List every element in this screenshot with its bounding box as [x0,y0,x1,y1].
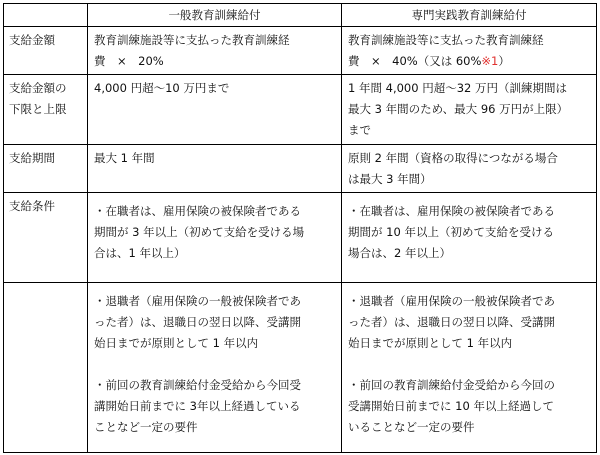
limits-general-line: 4,000 円超～10 万円まで [94,81,230,95]
period-specialized-line: 原則 2 年間（資格の取得につながる場合 [348,151,558,165]
label-limits-line: 下限と上限 [9,102,67,116]
amount-general-line: 教育訓練施設等に支払った教育訓練経 [94,33,290,47]
header-row [4,4,597,27]
conditions2-general-line: ・退職者（雇用保険の一般被保険者であ [94,294,301,308]
header-specialized: 専門実践教育訓練給付 [342,4,597,27]
amount-general-line: 費 × 20% [94,54,164,68]
amount-specialized-close: ） [498,54,510,68]
conditions-specialized-line: 期間が 10 年以上（初めて支給を受ける [348,225,554,239]
benefit-comparison-table [3,3,597,453]
conditions-specialized-line: 場合は、2 年以上） [348,246,451,260]
conditions-general-line: 合は、1 年以上） [94,246,186,260]
header-general: 一般教育訓練給付 [88,4,342,27]
conditions-specialized-line: ・在職者は、雇用保険の被保険者である [348,204,555,218]
row-limits [4,75,597,145]
limits-general [88,75,342,145]
paragraph-gap [348,354,591,375]
conditions-general [88,193,342,283]
header-blank-cell [4,4,88,27]
limits-specialized-line: まで [348,123,371,137]
conditions2-general-line: 講開始日前までに 3年以上経過している [94,399,301,413]
label-conditions: 支給条件 [4,193,88,283]
conditions2-specialized [342,283,597,453]
conditions-general-line: 期間が 3 年以上（初めて支給を受ける場 [94,225,305,239]
conditions2-general-line: ・前回の教育訓練給付金受給から今回受 [94,378,301,392]
label-amount: 支給金額 [4,27,88,75]
conditions2-general [88,283,342,453]
conditions2-general-line: 始日までが原則として 1 年以内 [94,336,259,350]
note-marker: ※1 [481,54,499,68]
period-specialized [342,145,597,193]
conditions2-general-line: った者）は、退職日の翌日以降、受講開 [94,315,301,329]
conditions2-specialized-line: った者）は、退職日の翌日以降、受講開 [348,315,555,329]
amount-specialized-rate: 費 × 40%（又は 60% [348,54,482,68]
period-general [88,145,342,193]
paragraph-gap [94,354,336,375]
row-period [4,145,597,193]
limits-specialized [342,75,597,145]
conditions-general-line: ・在職者は、雇用保険の被保険者である [94,204,301,218]
limits-specialized-line: 最大 3 年間のため、最大 96 万円が上限） [348,102,569,116]
amount-specialized [342,27,597,75]
row-amount [4,27,597,75]
label-conditions-continued-empty [4,283,88,453]
conditions2-specialized-line: ・前回の教育訓練給付金受給から今回の [348,378,555,392]
row-conditions [4,193,597,283]
label-limits [4,75,88,145]
amount-specialized-line [348,51,591,72]
label-period: 支給期間 [4,145,88,193]
conditions2-specialized-line: ・退職者（雇用保険の一般被保険者であ [348,294,555,308]
period-specialized-line: は最大 3 年間） [348,172,432,186]
label-limits-line: 支給金額の [9,81,67,95]
amount-general [88,27,342,75]
row-conditions-continued [4,283,597,453]
conditions2-general-line: ことなど一定の要件 [94,420,198,434]
amount-specialized-line: 教育訓練施設等に支払った教育訓練経 [348,33,544,47]
conditions2-specialized-line: いることなど一定の要件 [348,420,475,434]
period-general-line: 最大 1 年間 [94,151,155,165]
limits-specialized-line: 1 年間 4,000 円超～32 万円（訓練期間は [348,81,567,95]
conditions-specialized [342,193,597,283]
conditions2-specialized-line: 受講開始日前までに 10 年以上経過して [348,399,554,413]
conditions2-specialized-line: 始日までが原則として 1 年以内 [348,336,513,350]
